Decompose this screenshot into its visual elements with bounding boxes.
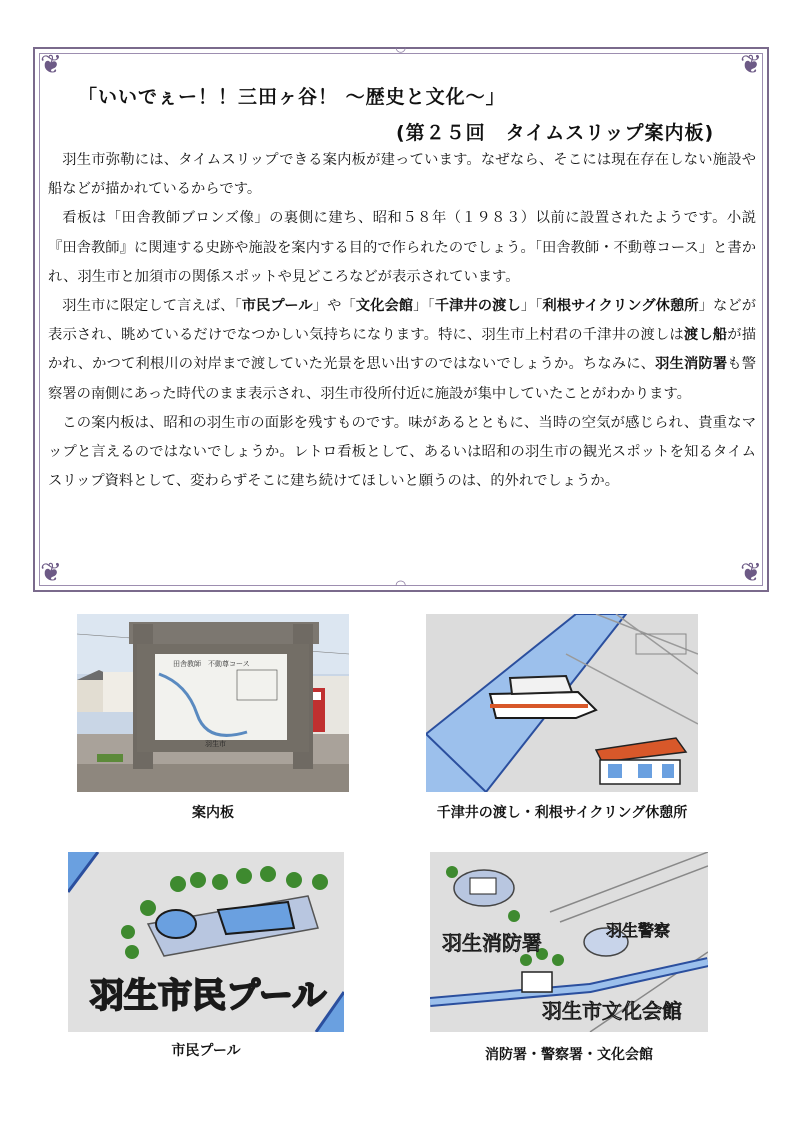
signboard-photo-image bbox=[77, 614, 349, 792]
bold-term: 市民プール bbox=[241, 298, 313, 315]
photo-fire-station bbox=[430, 852, 708, 1032]
photo-signboard bbox=[77, 614, 349, 792]
text-run: 」や「 bbox=[312, 298, 356, 315]
text-run: 」「 bbox=[520, 298, 543, 315]
ornament-top-icon: ◡ bbox=[395, 40, 407, 55]
paragraph-4: この案内板は、昭和の羽生市の面影を残すものです。味があるとともに、当時の空気が感じられ、貴重なマップと言えるのではないでしょうか。レトロ看板として、あるいは昭和の羽生市の観光スポットを知るタイムスリップ資料として、変わらずそこに建ち続けてほしいと願うのは、的外れでしょうか。 bbox=[48, 414, 756, 490]
photo-ferry bbox=[426, 614, 698, 792]
sign-heading: 田舎教師 不動尊コース bbox=[173, 660, 250, 668]
police-map-label: 羽生警察 bbox=[606, 921, 671, 940]
text-run: 」「 bbox=[413, 298, 435, 315]
paragraph-1: 羽生市弥勒には、タイムスリップできる案内板が建っています。なぜなら、そこには現在存在しない施設や船などが描かれているからです。 bbox=[48, 152, 756, 198]
pool-map-label: 羽生市民プール bbox=[90, 976, 327, 1016]
bold-term: 利根サイクリング休憩所 bbox=[542, 298, 699, 315]
fire-station-map-label: 羽生消防署 bbox=[442, 931, 542, 955]
pool-photo-image bbox=[68, 852, 344, 1032]
paragraph-3 bbox=[48, 292, 756, 409]
text-run: も警察署の南側にあった時代のまま表示され、羽生市役所付近に施設が集中していたことがわかります。 bbox=[48, 356, 756, 402]
paragraph-2: 看板は「田舎教師ブロンズ像」の裏側に建ち、昭和５８年（１９８３）以前に設置されたようです。小説『田舎教師』に関連する史跡や施設を案内する目的で作られたのでしょう。「田舎教師・不動尊コース」と書かれ、羽生市と加須市の関係スポットや見どころなどが表示されています。 bbox=[48, 210, 756, 285]
culture-hall-map-label: 羽生市文化会館 bbox=[542, 999, 682, 1023]
text-run: が描かれ、かつて利根川の対岸まで渡していた光景を思い出すのではないでしょうか。ちなみに、 bbox=[48, 327, 757, 373]
bold-term: 羽生消防署 bbox=[655, 356, 728, 373]
bold-term: 文化会館 bbox=[355, 298, 414, 315]
ornament-corner-icon: ❦ bbox=[40, 50, 62, 80]
sign-footer: 羽生市 bbox=[205, 740, 226, 748]
bold-term: 渡し船 bbox=[683, 327, 728, 344]
text-run: 」などが表示され、眺めているだけでなつかしい気持ちになります。特に、羽生市上村君の千津井の渡しは bbox=[48, 298, 756, 344]
caption-ferry: 千津井の渡し・利根サイクリング休憩所 bbox=[436, 805, 688, 821]
photo-pool bbox=[68, 852, 344, 1032]
text-run: 羽生市に限定して言えば、「 bbox=[62, 298, 242, 315]
caption-signboard: 案内板 bbox=[192, 805, 234, 821]
article-body bbox=[48, 146, 756, 496]
ornament-corner-icon: ❦ bbox=[740, 50, 762, 80]
bold-term: 千津井の渡し bbox=[434, 298, 521, 315]
ornament-corner-icon: ❦ bbox=[40, 558, 62, 588]
caption-pool: 市民プール bbox=[171, 1043, 241, 1059]
article-title: 「いいでぇー！！三田ヶ谷！ ～歴史と文化～」 bbox=[78, 86, 506, 108]
ornament-corner-icon: ❦ bbox=[740, 558, 762, 588]
fire-station-photo-image bbox=[430, 852, 708, 1032]
ferry-photo-image bbox=[426, 614, 698, 792]
caption-fire-station: 消防署・警察署・文化会館 bbox=[485, 1047, 653, 1063]
article-subtitle: (第２５回 タイムスリップ案内板) bbox=[396, 122, 715, 144]
ornament-bottom-icon: ◠ bbox=[395, 578, 407, 593]
